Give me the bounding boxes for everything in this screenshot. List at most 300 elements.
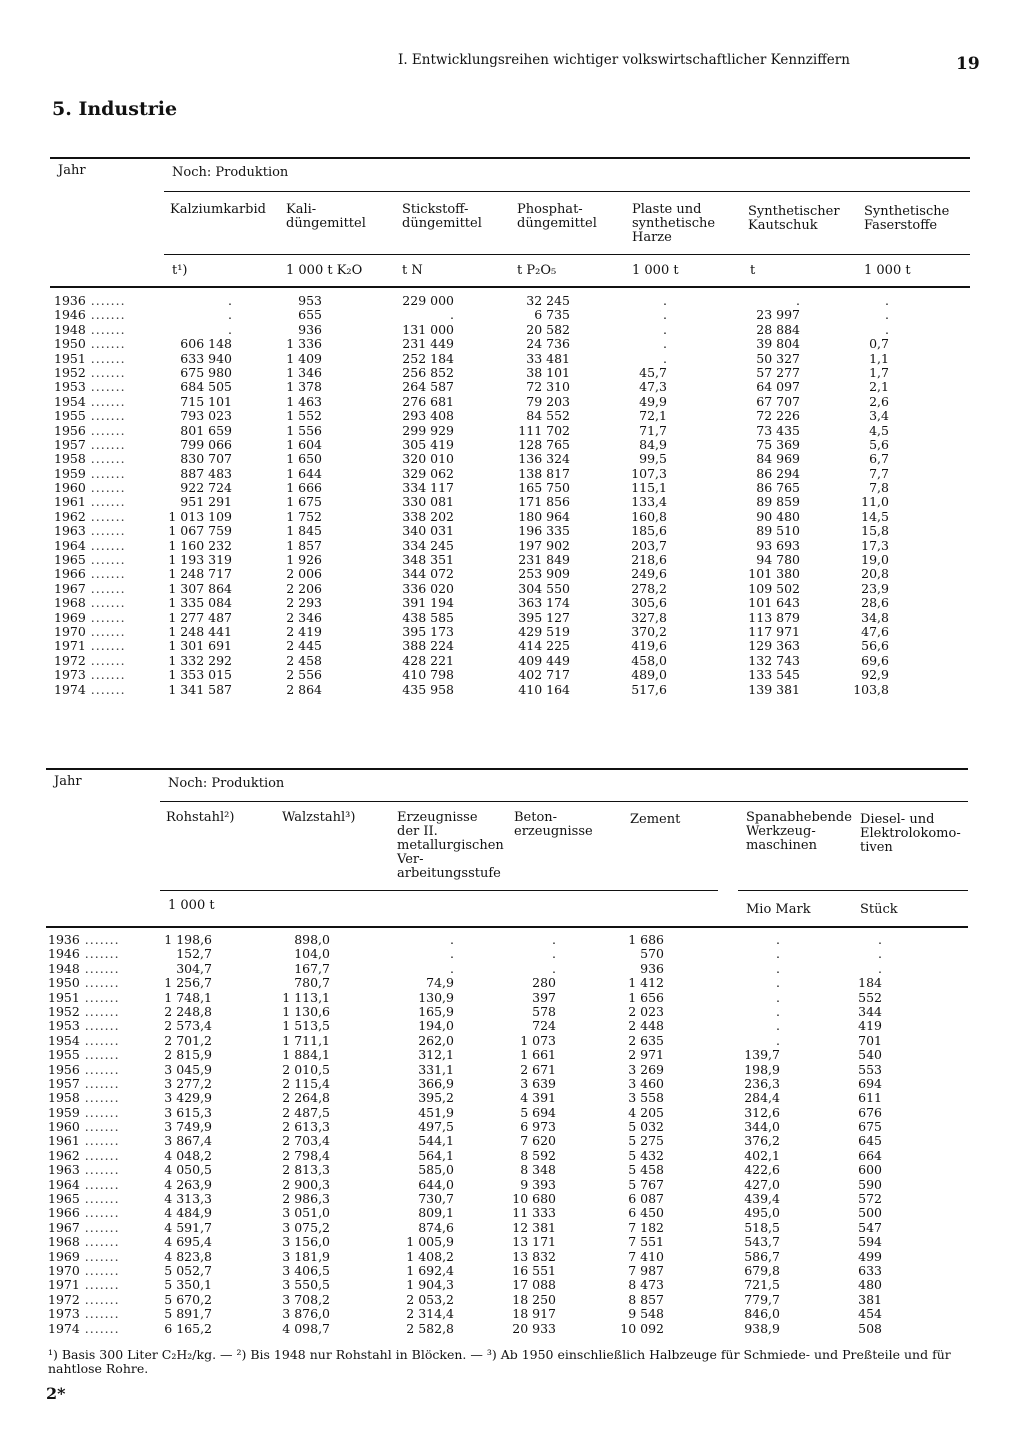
table-cell: 3 269 bbox=[628, 1061, 664, 1077]
table-cell: 69,6 bbox=[861, 652, 889, 668]
data-column bbox=[446, 933, 556, 1336]
table-cell: 3 277,2 bbox=[164, 1075, 212, 1091]
table-cell: . bbox=[228, 293, 232, 308]
table-cell: 410 164 bbox=[518, 681, 570, 697]
year-row bbox=[54, 409, 126, 423]
year-label: 1971 bbox=[54, 638, 86, 654]
table-cell: 6 087 bbox=[628, 1191, 664, 1207]
table-cell: 611 bbox=[858, 1090, 882, 1106]
table-cell: 395 173 bbox=[402, 623, 454, 639]
table-cell: 419,6 bbox=[631, 638, 667, 654]
data-column bbox=[344, 294, 454, 697]
year-label: 1959 bbox=[54, 465, 86, 481]
table-cell: 694 bbox=[858, 1075, 882, 1091]
column-header: Phosphat- düngemittel bbox=[517, 202, 597, 231]
table-cell: 165,9 bbox=[418, 1003, 454, 1019]
table-cell: 3 460 bbox=[628, 1075, 664, 1091]
table-cell: 1 463 bbox=[286, 393, 322, 409]
leader-dots: ....... bbox=[79, 975, 120, 991]
table-cell: 3 867,4 bbox=[164, 1133, 212, 1149]
table-cell: 16 551 bbox=[512, 1262, 556, 1278]
table-cell: 133 545 bbox=[748, 667, 800, 683]
table-cell: 586,7 bbox=[744, 1248, 780, 1264]
leader-dots: ....... bbox=[85, 638, 126, 654]
table-cell: . bbox=[552, 960, 556, 976]
table-cell: 304,7 bbox=[176, 960, 212, 976]
table-cell: . bbox=[228, 307, 232, 323]
table-cell: 730,7 bbox=[418, 1191, 454, 1207]
table-cell: 570 bbox=[640, 946, 664, 962]
year-label: 1957 bbox=[48, 1075, 80, 1091]
table-cell: 305,6 bbox=[631, 595, 667, 611]
table-cell: 197 902 bbox=[518, 537, 570, 553]
table-cell: 4 098,7 bbox=[282, 1320, 330, 1336]
year-row bbox=[54, 596, 126, 610]
table-cell: 1 604 bbox=[286, 436, 322, 452]
table-cell: 128 765 bbox=[518, 436, 570, 452]
table-cell: 131 000 bbox=[402, 321, 454, 337]
table-cell: 252 184 bbox=[402, 350, 454, 366]
year-label: 1955 bbox=[54, 408, 86, 424]
table-cell: 489,0 bbox=[631, 667, 667, 683]
data-column bbox=[220, 933, 330, 1336]
leader-dots: ....... bbox=[85, 623, 126, 639]
table-cell: 103,8 bbox=[853, 681, 889, 697]
table-cell: 779,7 bbox=[744, 1291, 780, 1307]
table-cell: 2 556 bbox=[286, 667, 322, 683]
table-cell: 23 997 bbox=[756, 307, 800, 323]
table-cell: 264 587 bbox=[402, 379, 454, 395]
table-cell: 429 519 bbox=[518, 623, 570, 639]
year-row bbox=[54, 567, 126, 581]
column-header: Walzstahl³) bbox=[282, 810, 356, 825]
table-cell: 33 481 bbox=[526, 350, 570, 366]
table-cell: 107,3 bbox=[631, 465, 667, 481]
table-cell: 160,8 bbox=[631, 508, 667, 524]
year-label: 1952 bbox=[54, 364, 86, 380]
column-header: Synthetische Faserstoffe bbox=[864, 204, 950, 233]
year-label: 1970 bbox=[48, 1262, 80, 1278]
column-header: Plaste und synthetische Harze bbox=[632, 202, 716, 245]
table-cell: . bbox=[776, 960, 780, 976]
table-cell: 15,8 bbox=[861, 523, 889, 539]
table-cell: 20 933 bbox=[512, 1320, 556, 1336]
table-cell: 92,9 bbox=[861, 667, 889, 683]
unit-rule-left bbox=[160, 890, 718, 891]
year-label: 1961 bbox=[54, 494, 86, 510]
table-cell: 2 115,4 bbox=[282, 1075, 330, 1091]
table-cell: 231 449 bbox=[402, 336, 454, 352]
table-cell: 39 804 bbox=[756, 336, 800, 352]
column-header: Beton- erzeugnisse bbox=[514, 810, 593, 839]
table-cell: 427,0 bbox=[744, 1176, 780, 1192]
group-header: Noch: Produktion bbox=[168, 776, 285, 791]
table-cell: 115,1 bbox=[631, 480, 667, 496]
table-cell: 2 023 bbox=[628, 1003, 664, 1019]
table-cell: 18 917 bbox=[512, 1306, 556, 1322]
leader-dots: ....... bbox=[79, 1147, 120, 1163]
column-header: Stickstoff- düngemittel bbox=[402, 202, 482, 231]
year-header: Jahr bbox=[58, 163, 86, 178]
table-cell: 633 bbox=[858, 1262, 882, 1278]
table-cell: 3,4 bbox=[869, 408, 889, 424]
table-cell: 540 bbox=[858, 1047, 882, 1063]
year-row bbox=[54, 611, 126, 625]
table-cell: 327,8 bbox=[631, 609, 667, 625]
table-cell: . bbox=[776, 932, 780, 947]
table-cell: 249,6 bbox=[631, 566, 667, 582]
table-cell: 547 bbox=[858, 1219, 882, 1235]
year-label: 1967 bbox=[54, 580, 86, 596]
table-cell: 47,3 bbox=[639, 379, 667, 395]
table-cell: 152,7 bbox=[176, 946, 212, 962]
leader-dots: ....... bbox=[85, 364, 126, 380]
table-cell: 1 686 bbox=[628, 932, 664, 947]
data-column bbox=[460, 294, 570, 697]
table-cell: 167,7 bbox=[294, 960, 330, 976]
table-cell: 4 695,4 bbox=[164, 1234, 212, 1250]
table-cell: 809,1 bbox=[418, 1205, 454, 1221]
table-cell: 305 419 bbox=[402, 436, 454, 452]
table-cell: 75 369 bbox=[756, 436, 800, 452]
table-cell: 45,7 bbox=[639, 364, 667, 380]
column-header: Spanabhebende Werkzeug- maschinen bbox=[746, 810, 852, 853]
table-cell: 10 680 bbox=[512, 1191, 556, 1207]
table-cell: 391 194 bbox=[402, 595, 454, 611]
year-label: 1972 bbox=[48, 1291, 80, 1307]
table-cell: 3 876,0 bbox=[282, 1306, 330, 1322]
year-row bbox=[54, 625, 126, 639]
table-cell: 3 558 bbox=[628, 1090, 664, 1106]
year-row bbox=[54, 524, 126, 538]
year-row bbox=[54, 366, 126, 380]
table-cell: 1 556 bbox=[286, 422, 322, 438]
table-cell: 381 bbox=[858, 1291, 882, 1307]
leader-dots: ....... bbox=[85, 307, 126, 323]
table-cell: 676 bbox=[858, 1104, 882, 1120]
table-cell: . bbox=[663, 321, 667, 337]
table-cell: 13 832 bbox=[512, 1248, 556, 1264]
table-cell: 1 409 bbox=[286, 350, 322, 366]
table-cell: 4 591,7 bbox=[164, 1219, 212, 1235]
year-label: 1964 bbox=[48, 1176, 80, 1192]
table-cell: 14,5 bbox=[861, 508, 889, 524]
table-cell: 780,7 bbox=[294, 975, 330, 991]
table-cell: 299 929 bbox=[402, 422, 454, 438]
year-label: 1967 bbox=[48, 1219, 80, 1235]
table-cell: 590 bbox=[858, 1176, 882, 1192]
table-cell: 715 101 bbox=[180, 393, 232, 409]
table-cell: 1 752 bbox=[286, 508, 322, 524]
leader-dots: ....... bbox=[85, 566, 126, 582]
table-cell: . bbox=[450, 932, 454, 947]
table-cell: 104,0 bbox=[294, 946, 330, 962]
year-row bbox=[54, 308, 126, 322]
year-row bbox=[54, 683, 126, 697]
table-cell: 344 bbox=[858, 1003, 882, 1019]
column-header: Zement bbox=[630, 812, 681, 827]
table-cell: 2 053,2 bbox=[406, 1291, 454, 1307]
table-cell: 951 291 bbox=[180, 494, 232, 510]
leader-dots: ....... bbox=[79, 1277, 120, 1293]
table-cell: 1 277 487 bbox=[168, 609, 232, 625]
table-cell: 129 363 bbox=[748, 638, 800, 654]
table-cell: 0,7 bbox=[869, 336, 889, 352]
leader-dots: ....... bbox=[85, 681, 126, 697]
year-label: 1958 bbox=[48, 1090, 80, 1106]
table-cell: 9 393 bbox=[520, 1176, 556, 1192]
group-rule bbox=[160, 801, 968, 802]
table-cell: 67 707 bbox=[756, 393, 800, 409]
table-cell: . bbox=[885, 293, 889, 308]
table-cell: 262,0 bbox=[418, 1032, 454, 1048]
year-row bbox=[54, 395, 126, 409]
leader-dots: ....... bbox=[85, 480, 126, 496]
column-header: Erzeugnisse der II. metallurgischen Ver- arbeitungsstufe bbox=[397, 810, 504, 881]
table-cell: 2 458 bbox=[286, 652, 322, 668]
data-column bbox=[554, 933, 664, 1336]
table-cell: 94 780 bbox=[756, 552, 800, 568]
table-cell: 553 bbox=[858, 1061, 882, 1077]
table-cell: . bbox=[796, 293, 800, 308]
table-cell: 376,2 bbox=[744, 1133, 780, 1149]
year-row bbox=[54, 639, 126, 653]
table-cell: 8 473 bbox=[628, 1277, 664, 1293]
table-cell: 938,9 bbox=[744, 1320, 780, 1336]
table-cell: . bbox=[663, 336, 667, 352]
table-cell: 724 bbox=[532, 1018, 556, 1034]
table-cell: 4,5 bbox=[869, 422, 889, 438]
table-cell: 3 051,0 bbox=[282, 1205, 330, 1221]
table-cell: 2,6 bbox=[869, 393, 889, 409]
table-cell: 38 101 bbox=[526, 364, 570, 380]
year-row bbox=[54, 380, 126, 394]
table-cell: 679,8 bbox=[744, 1262, 780, 1278]
year-label: 1955 bbox=[48, 1047, 80, 1063]
year-label: 1966 bbox=[54, 566, 86, 582]
table-cell: 7 551 bbox=[628, 1234, 664, 1250]
year-label: 1973 bbox=[54, 667, 86, 683]
table-cell: . bbox=[776, 975, 780, 991]
table-cell: 20,8 bbox=[861, 566, 889, 582]
table-cell: 24 736 bbox=[526, 336, 570, 352]
table-cell: 130,9 bbox=[418, 989, 454, 1005]
table-cell: 8 857 bbox=[628, 1291, 664, 1307]
table-cell: 600 bbox=[858, 1162, 882, 1178]
table-cell: 402,1 bbox=[744, 1147, 780, 1163]
table-cell: 874,6 bbox=[418, 1219, 454, 1235]
leader-dots: ....... bbox=[79, 946, 120, 962]
table-cell: 6 450 bbox=[628, 1205, 664, 1221]
table-cell: 664 bbox=[858, 1147, 882, 1163]
table-cell: . bbox=[228, 321, 232, 337]
table-cell: 2 701,2 bbox=[164, 1032, 212, 1048]
table-cell: 564,1 bbox=[418, 1147, 454, 1163]
table-cell: 1 378 bbox=[286, 379, 322, 395]
table-cell: 136 324 bbox=[518, 451, 570, 467]
table-cell: 47,6 bbox=[861, 623, 889, 639]
year-label: 1956 bbox=[48, 1061, 80, 1077]
table-cell: 111 702 bbox=[518, 422, 570, 438]
table-cell: . bbox=[885, 307, 889, 323]
table-cell: 936 bbox=[298, 321, 322, 337]
table-cell: 1 666 bbox=[286, 480, 322, 496]
table-cell: 3 550,5 bbox=[282, 1277, 330, 1293]
table-cell: 578 bbox=[532, 1003, 556, 1019]
table-cell: 2 206 bbox=[286, 580, 322, 596]
table-cell: 1 904,3 bbox=[406, 1277, 454, 1293]
table-cell: 1 198,6 bbox=[164, 932, 212, 947]
table-cell: 458,0 bbox=[631, 652, 667, 668]
table-cell: 89 510 bbox=[756, 523, 800, 539]
table-2-header-rule bbox=[46, 926, 968, 928]
table-cell: 1 113,1 bbox=[282, 989, 330, 1005]
table-cell: 32 245 bbox=[526, 293, 570, 308]
table-cell: 543,7 bbox=[744, 1234, 780, 1250]
table-cell: 1 513,5 bbox=[282, 1018, 330, 1034]
table-cell: 90 480 bbox=[756, 508, 800, 524]
table-cell: 10 092 bbox=[620, 1320, 664, 1336]
leader-dots: ....... bbox=[85, 609, 126, 625]
table-cell: 410 798 bbox=[402, 667, 454, 683]
table-cell: 11 333 bbox=[512, 1205, 556, 1221]
table-cell: 284,4 bbox=[744, 1090, 780, 1106]
table-cell: 13 171 bbox=[512, 1234, 556, 1250]
table-cell: 3 708,2 bbox=[282, 1291, 330, 1307]
year-label: 1959 bbox=[48, 1104, 80, 1120]
page-number: 19 bbox=[956, 54, 980, 74]
table-cell: 9 548 bbox=[628, 1306, 664, 1322]
table-cell: 344,0 bbox=[744, 1119, 780, 1135]
unit-label-locomotives: Stück bbox=[860, 902, 898, 917]
table-cell: 1 193 319 bbox=[168, 552, 232, 568]
table-cell: . bbox=[663, 307, 667, 323]
year-label: 1966 bbox=[48, 1205, 80, 1221]
leader-dots: ....... bbox=[85, 350, 126, 366]
table-cell: 133,4 bbox=[631, 494, 667, 510]
leader-dots: ....... bbox=[85, 465, 126, 481]
year-label: 1953 bbox=[48, 1018, 80, 1034]
table-cell: 1 073 bbox=[520, 1032, 556, 1048]
leader-dots: ....... bbox=[85, 293, 126, 308]
table-cell: 675 bbox=[858, 1119, 882, 1135]
table-cell: 1 335 084 bbox=[168, 595, 232, 611]
table-cell: 2 864 bbox=[286, 681, 322, 697]
table-cell: 5 767 bbox=[628, 1176, 664, 1192]
leader-dots: ....... bbox=[79, 1176, 120, 1192]
table-cell: 1 130,6 bbox=[282, 1003, 330, 1019]
leader-dots: ....... bbox=[85, 321, 126, 337]
table-cell: 428 221 bbox=[402, 652, 454, 668]
table-cell: 334 117 bbox=[402, 480, 454, 496]
table-cell: 11,0 bbox=[861, 494, 889, 510]
table-cell: 2 346 bbox=[286, 609, 322, 625]
table-cell: 1 301 691 bbox=[168, 638, 232, 654]
year-row bbox=[54, 510, 126, 524]
table-cell: 1 353 015 bbox=[168, 667, 232, 683]
leader-dots: ....... bbox=[79, 1075, 120, 1091]
table-cell: 701 bbox=[858, 1032, 882, 1048]
table-cell: 1 412 bbox=[628, 975, 664, 991]
year-label: 1970 bbox=[54, 623, 86, 639]
table-cell: . bbox=[776, 1018, 780, 1034]
leader-dots: ....... bbox=[79, 1119, 120, 1135]
table-cell: 19,0 bbox=[861, 552, 889, 568]
column-header: Kali- düngemittel bbox=[286, 202, 366, 231]
year-row bbox=[54, 539, 126, 553]
table-cell: 256 852 bbox=[402, 364, 454, 380]
table-cell: 846,0 bbox=[744, 1306, 780, 1322]
table-cell: 2 445 bbox=[286, 638, 322, 654]
leader-dots: ....... bbox=[85, 595, 126, 611]
table-cell: 184 bbox=[858, 975, 882, 991]
table-cell: 196 335 bbox=[518, 523, 570, 539]
leader-dots: ....... bbox=[79, 1003, 120, 1019]
table-cell: 28 884 bbox=[756, 321, 800, 337]
table-cell: 348 351 bbox=[402, 552, 454, 568]
table-cell: 419 bbox=[858, 1018, 882, 1034]
year-label: 1973 bbox=[48, 1306, 80, 1322]
leader-dots: ....... bbox=[85, 523, 126, 539]
unit-label: 1 000 t bbox=[632, 263, 679, 278]
table-cell: 203,7 bbox=[631, 537, 667, 553]
table-cell: 5 052,7 bbox=[164, 1262, 212, 1278]
table-cell: 6 973 bbox=[520, 1119, 556, 1135]
year-label: 1965 bbox=[54, 552, 86, 568]
year-label: 1960 bbox=[54, 480, 86, 496]
year-label: 1951 bbox=[54, 350, 86, 366]
running-head: I. Entwicklungsreihen wichtiger volkswirtschaftlicher Kennziffern bbox=[398, 52, 850, 68]
table-cell: 5 032 bbox=[628, 1119, 664, 1135]
table-cell: . bbox=[776, 1003, 780, 1019]
table-cell: 7,8 bbox=[869, 480, 889, 496]
year-label: 1974 bbox=[48, 1320, 80, 1336]
table-cell: 4 313,3 bbox=[164, 1191, 212, 1207]
table-cell: 675 980 bbox=[180, 364, 232, 380]
leader-dots: ....... bbox=[85, 580, 126, 596]
table-cell: 231 849 bbox=[518, 552, 570, 568]
table-cell: 109 502 bbox=[748, 580, 800, 596]
year-header: Jahr bbox=[54, 774, 82, 789]
table-cell: 194,0 bbox=[418, 1018, 454, 1034]
leader-dots: ....... bbox=[79, 1133, 120, 1149]
year-label: 1953 bbox=[54, 379, 86, 395]
table-cell: 1 332 292 bbox=[168, 652, 232, 668]
year-row bbox=[54, 352, 126, 366]
table-cell: 93 693 bbox=[756, 537, 800, 553]
section-title: 5. Industrie bbox=[52, 98, 178, 120]
table-cell: 1 552 bbox=[286, 408, 322, 424]
table-cell: 2 671 bbox=[520, 1061, 556, 1077]
leader-dots: ....... bbox=[85, 408, 126, 424]
leader-dots: ....... bbox=[85, 667, 126, 683]
table-cell: 3 181,9 bbox=[282, 1248, 330, 1264]
year-label: 1972 bbox=[54, 652, 86, 668]
table-cell: 79 203 bbox=[526, 393, 570, 409]
table-cell: 7 987 bbox=[628, 1262, 664, 1278]
table-cell: 2 900,3 bbox=[282, 1176, 330, 1192]
column-header: Synthetischer Kautschuk bbox=[748, 204, 840, 233]
table-cell: 4 205 bbox=[628, 1104, 664, 1120]
table-cell: 633 940 bbox=[180, 350, 232, 366]
leader-dots: ....... bbox=[79, 1205, 120, 1221]
table-cell: 2 582,8 bbox=[406, 1320, 454, 1336]
table-cell: 72,1 bbox=[639, 408, 667, 424]
table-cell: . bbox=[552, 946, 556, 962]
leader-dots: ....... bbox=[79, 960, 120, 976]
year-label: 1969 bbox=[54, 609, 86, 625]
year-row bbox=[54, 654, 126, 668]
